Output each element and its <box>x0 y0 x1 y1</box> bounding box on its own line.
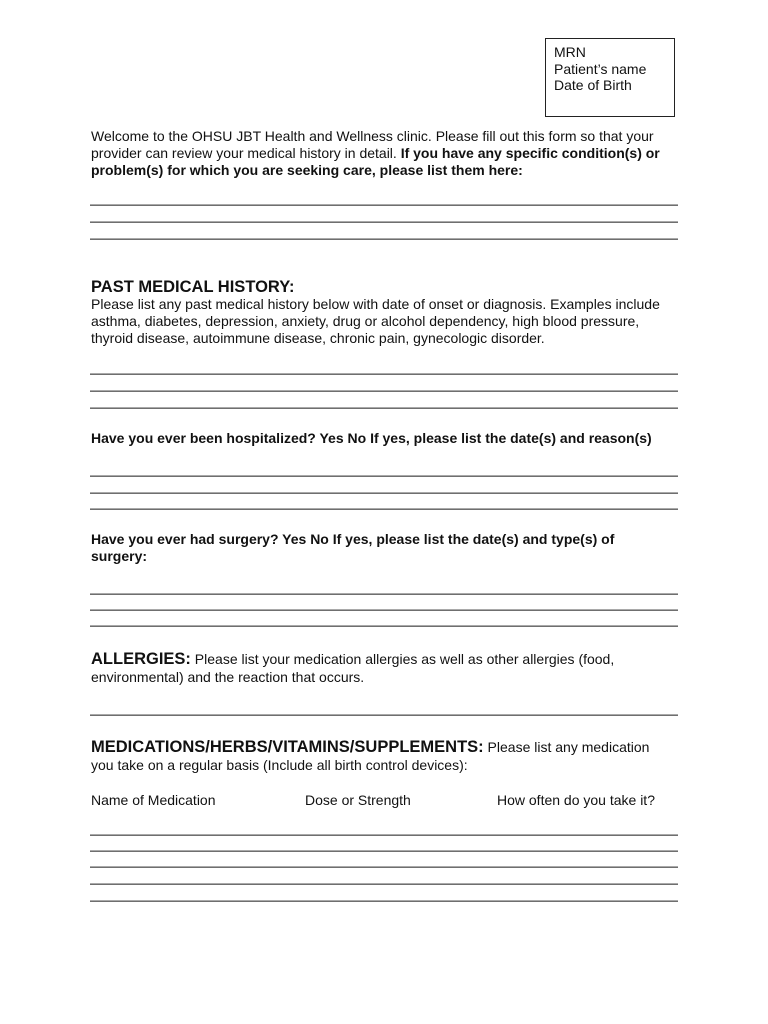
column-header-name: Name of Medication <box>91 792 216 808</box>
allergies-text-2: environmental) and the reaction that occurs. <box>91 669 365 685</box>
conditions-line-1[interactable] <box>90 204 678 206</box>
hospitalized-line-1[interactable] <box>90 475 678 477</box>
surgery-line-field-1[interactable] <box>90 593 678 595</box>
conditions-line-2[interactable] <box>90 221 678 223</box>
past-medical-history-heading: PAST MEDICAL HISTORY: <box>91 278 295 296</box>
medications-line-field-2[interactable] <box>90 850 678 852</box>
column-header-dose: Dose or Strength <box>305 792 411 808</box>
allergies-heading: ALLERGIES: <box>91 650 191 668</box>
past-medical-history-paragraph <box>91 296 691 347</box>
pmh-line-field-1[interactable] <box>90 373 678 375</box>
pmh-line-1: Please list any past medical history below with date of onset or diagnosis. Examples include <box>91 296 660 312</box>
allergies-text-1: Please list your medication allergies as well as other allergies (food, <box>190 651 615 667</box>
medications-line-field-1[interactable] <box>90 834 678 836</box>
surgery-line-field-3[interactable] <box>90 625 678 627</box>
medications-heading: MEDICATIONS/HERBS/VITAMINS/SUPPLEMENTS: <box>91 738 484 756</box>
hospitalized-line-2[interactable] <box>90 492 678 494</box>
medications-section <box>91 738 691 774</box>
medications-line-field-5[interactable] <box>90 900 678 902</box>
mrn-label: MRN <box>554 44 586 60</box>
surgery-question <box>91 531 614 565</box>
hospitalized-question: Have you ever been hospitalized? Yes No If yes, please list the date(s) and reason(s) <box>91 430 652 446</box>
medications-text-1: Please list any medication <box>483 739 650 755</box>
pmh-line-3: thyroid disease, autoimmune disease, chronic pain, gynecologic disorder. <box>91 330 545 346</box>
allergies-line-field[interactable] <box>90 714 678 716</box>
conditions-line-3[interactable] <box>90 238 678 240</box>
intro-line-2-plain: provider can review your medical history in detail. <box>91 145 401 161</box>
patient-id-box <box>545 38 675 117</box>
intro-line-2-bold: If you have any specific condition(s) or <box>400 145 660 161</box>
pmh-line-2: asthma, diabetes, depression, anxiety, drug or alcohol dependency, high blood pressure, <box>91 313 640 329</box>
intro-line-1: Welcome to the OHSU JBT Health and Wellness clinic. Please fill out this form so that your <box>91 128 654 144</box>
hospitalized-line-3[interactable] <box>90 508 678 510</box>
pmh-line-field-2[interactable] <box>90 390 678 392</box>
intro-line-3: problem(s) for which you are seeking care, please list them here: <box>91 162 523 178</box>
allergies-line-1 <box>91 650 691 668</box>
medications-line-field-3[interactable] <box>90 866 678 868</box>
medications-line-1 <box>91 738 691 756</box>
medications-line-field-4[interactable] <box>90 883 678 885</box>
dob-label: Date of Birth <box>554 77 632 93</box>
medications-text-2: you take on a regular basis (Include all birth control devices): <box>91 757 468 773</box>
intro-line-2 <box>91 145 691 162</box>
column-header-frequency: How often do you take it? <box>497 792 655 808</box>
allergies-section <box>91 650 691 686</box>
pmh-line-field-3[interactable] <box>90 407 678 409</box>
surgery-line-2: surgery: <box>91 548 148 564</box>
intro-paragraph <box>91 128 691 179</box>
surgery-line-1: Have you ever had surgery? Yes No If yes, please list the date(s) and type(s) of <box>91 531 615 547</box>
surgery-line-field-2[interactable] <box>90 609 678 611</box>
patient-name-label: Patient’s name <box>554 60 647 77</box>
